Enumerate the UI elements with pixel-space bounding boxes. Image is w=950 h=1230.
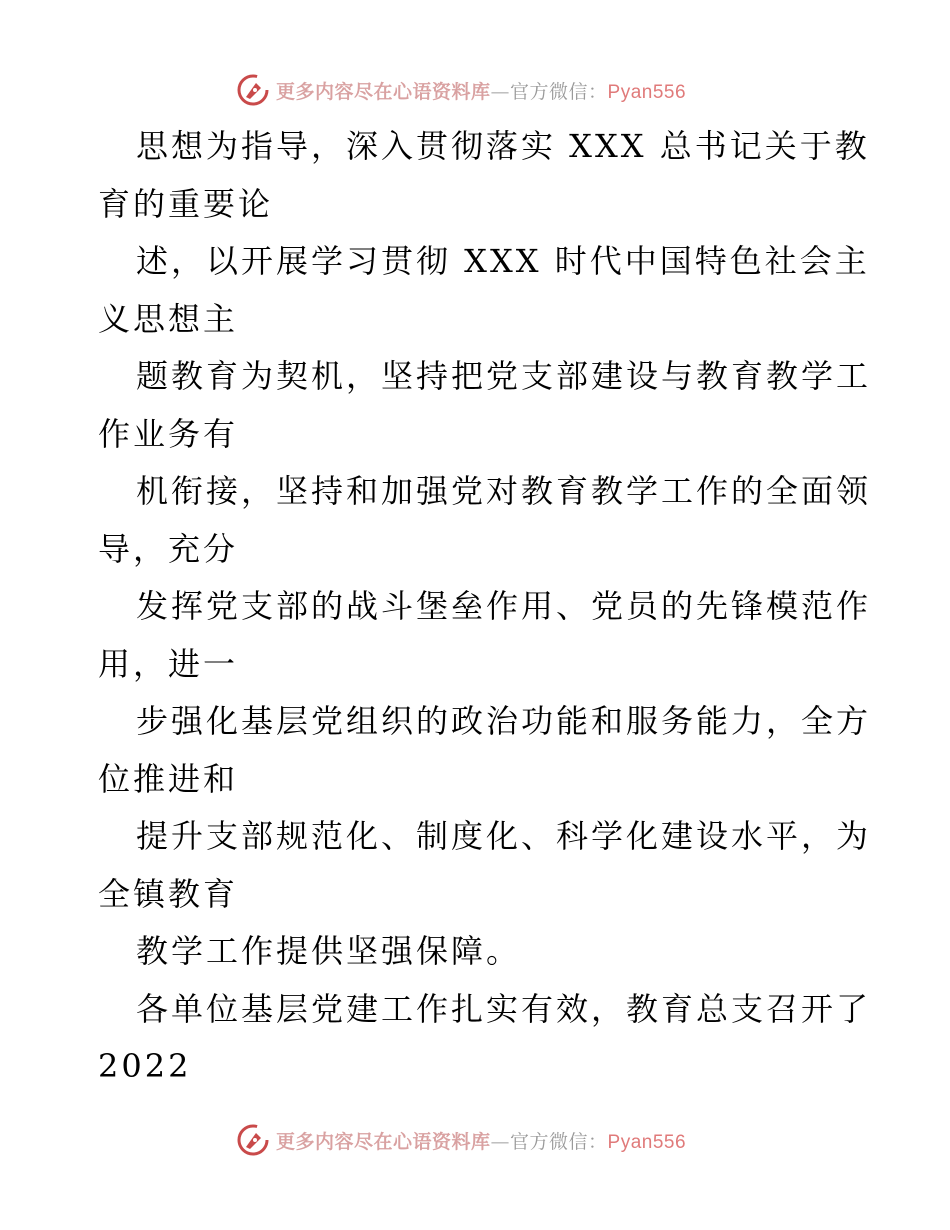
pen-nib-logo-icon (236, 73, 270, 107)
footer-watermark (236, 1122, 686, 1158)
text-line: 全镇教育 (98, 874, 239, 913)
watermark-id: Pyan556 (607, 81, 687, 103)
text-line: 育的重要论 (98, 184, 274, 223)
text-line: 作业务有 (98, 414, 239, 453)
pen-nib-logo-icon (236, 1123, 270, 1157)
header-watermark (236, 72, 686, 108)
text-line: 义思想主 (98, 299, 239, 338)
watermark-id: Pyan556 (607, 1131, 687, 1153)
text-line: 各单位基层党建工作扎实有效，教育总支召开了 (136, 989, 872, 1028)
text-line: 机衔接，坚持和加强党对教育教学工作的全面领 (136, 472, 872, 510)
text-line: 2022 (98, 1047, 192, 1085)
text-line: 题教育为契机，坚持把党支部建设与教育教学工 (136, 357, 872, 395)
text-line: 步强化基层党组织的政治功能和服务能力，全方 (136, 702, 872, 740)
watermark-separator: — (490, 80, 511, 103)
text-line: 发挥党支部的战斗堡垒作用、党员的先锋模范作 (136, 587, 872, 625)
watermark-official: 官方微信： (510, 1130, 608, 1153)
document-body (98, 118, 872, 1096)
text-line: 述，以开展学习贯彻 XXX 时代中国特色社会主 (136, 242, 870, 280)
watermark-separator: — (490, 1130, 511, 1153)
text-line: 教学工作提供坚强保障。 (136, 932, 522, 970)
text-line: 导，充分 (98, 529, 239, 568)
text-line: 思想为指导，深入贯彻落实 XXX 总书记关于教 (136, 127, 870, 165)
watermark-brand: 更多内容尽在心语资料库 (276, 80, 491, 103)
watermark-brand: 更多内容尽在心语资料库 (276, 1130, 491, 1153)
watermark-official: 官方微信： (510, 80, 608, 103)
text-line: 位推进和 (98, 759, 239, 798)
text-line: 提升支部规范化、制度化、科学化建设水平，为 (136, 817, 872, 855)
text-line: 用，进一 (98, 644, 239, 683)
